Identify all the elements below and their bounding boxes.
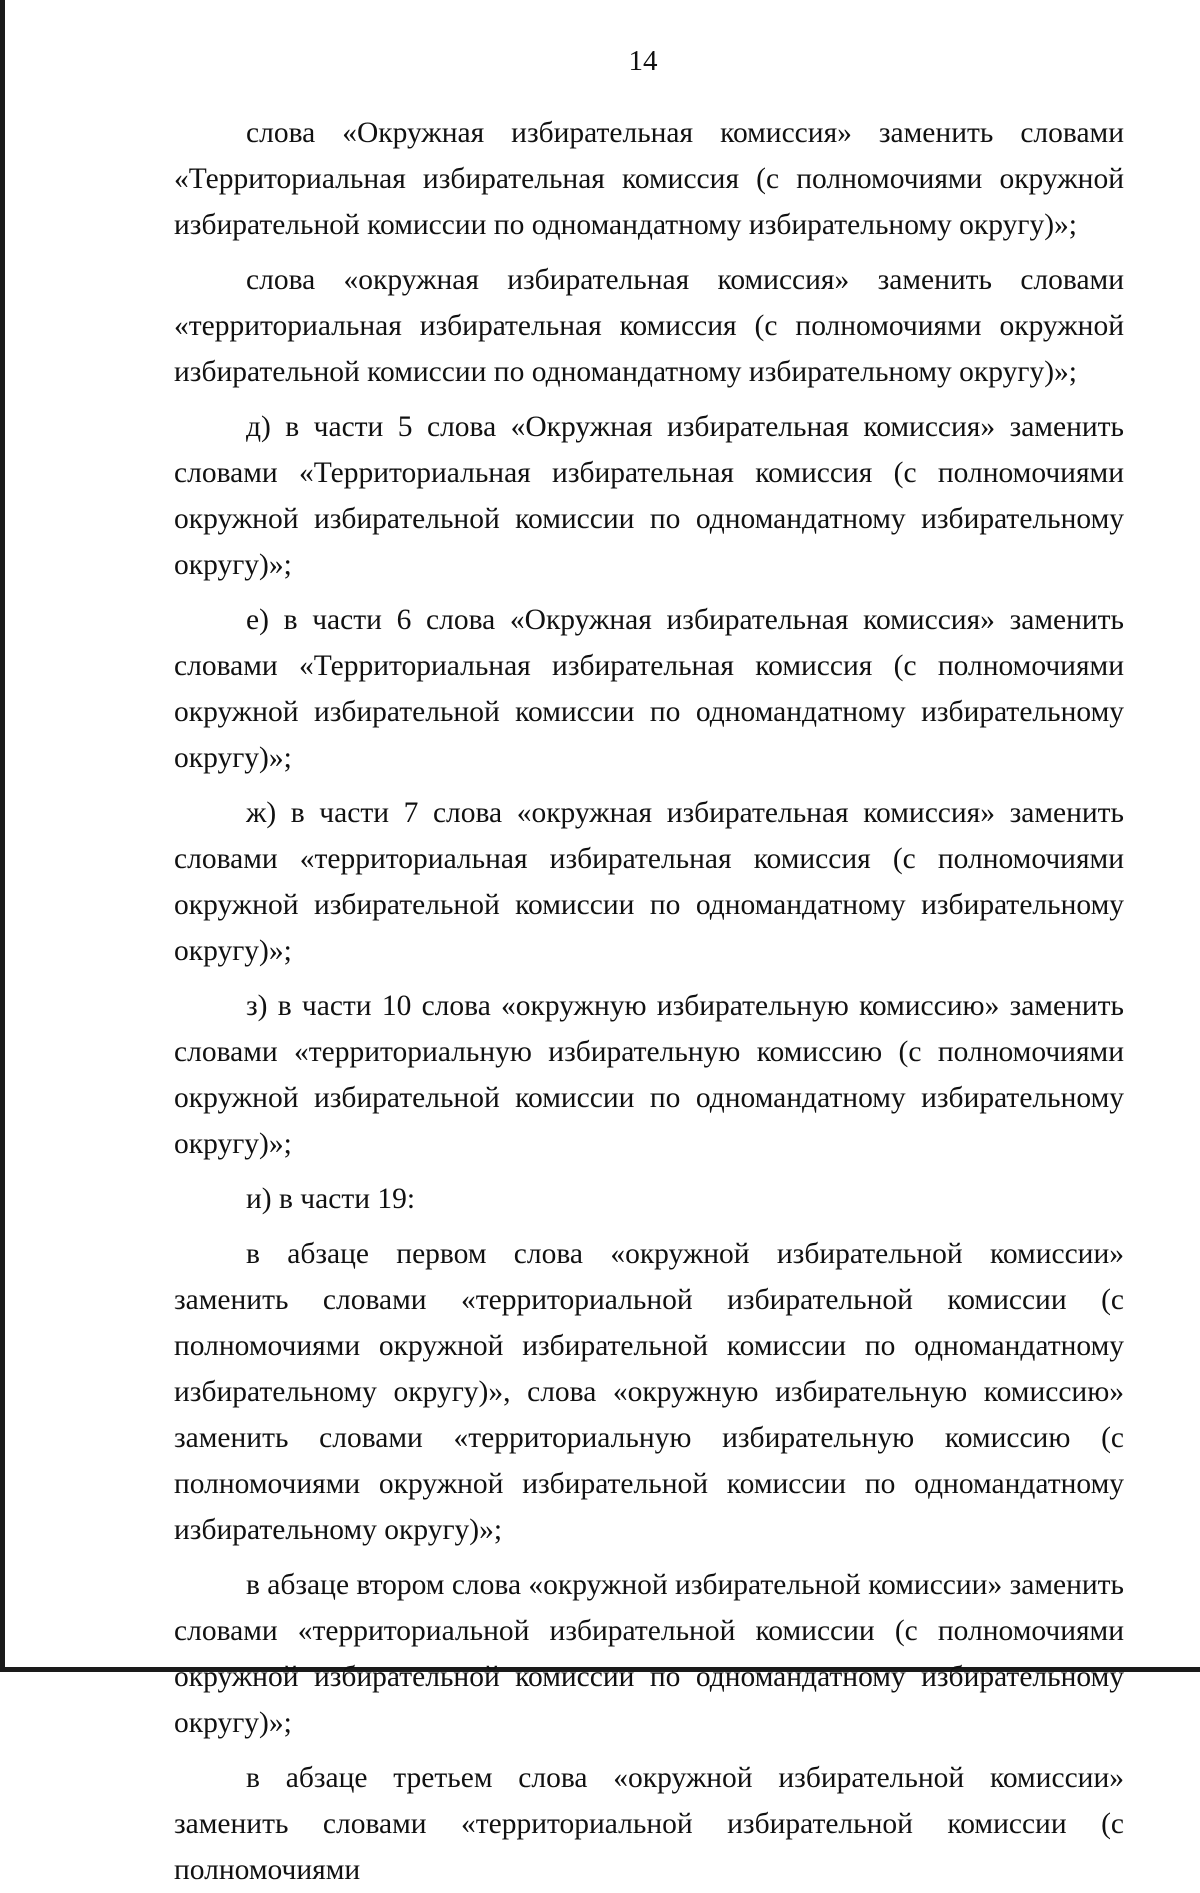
document-body: [174, 110, 1124, 1893]
paragraph: слова «окружная избирательная комиссия» заменить словами «территориальная избирательная комиссия (с полномочиями окружной избирательной комиссии по одномандатному избирательному округу)»;: [174, 264, 1124, 388]
paragraph: в абзаце первом слова «окружной избирательной комиссии» заменить словами «территориальной избирательной комиссии (с полномочиями окружной избирательной комиссии по одномандатному избирательному округу)», слова «окружную избирательную комиссию» заменить словами «территориальную избирательную комиссию (с полномочиями окружной избирательной комиссии по одномандатному избирательному округу)»;: [174, 1238, 1124, 1546]
paragraph: в абзаце втором слова «окружной избирательной комиссии» заменить словами «территориальной избирательной комиссии (с полномочиями окружной избирательной комиссии по одномандатному избирательному округу)»;: [174, 1569, 1125, 1739]
paragraph: д) в части 5 слова «Окружная избирательная комиссия» заменить словами «Территориальная избирательная комиссия (с полномочиями окружной избирательной комиссии по одномандатному избирательному округу)»;: [174, 411, 1124, 581]
paragraph: е) в части 6 слова «Окружная избирательная комиссия» заменить словами «Территориальная избирательная комиссия (с полномочиями окружной избирательной комиссии по одномандатному избирательному округу)»;: [174, 604, 1124, 774]
paragraph: з) в части 10 слова «окружную избирательную комиссию» заменить словами «территориальную избирательную комиссию (с полномочиями окружной избирательной комиссии по одномандатному избирательному округу)»;: [174, 990, 1124, 1160]
paragraph: слова «Окружная избирательная комиссия» заменить словами «Территориальная избирательная комиссия (с полномочиями окружной избирательной комиссии по одномандатному избирательному округу)»;: [174, 117, 1124, 241]
scan-left-border: [0, 0, 5, 1672]
page-number: 14: [628, 45, 658, 77]
paragraph: ж) в части 7 слова «окружная избирательная комиссия» заменить словами «территориальная избирательная комиссия (с полномочиями окружной избирательной комиссии по одномандатному избирательному округу)»;: [174, 797, 1124, 967]
paragraph: в абзаце третьем слова «окружной избирательной комиссии» заменить словами «территориальной избирательной комиссии (с полномочиями: [174, 1762, 1124, 1886]
paragraph: и) в части 19:: [246, 1183, 416, 1215]
